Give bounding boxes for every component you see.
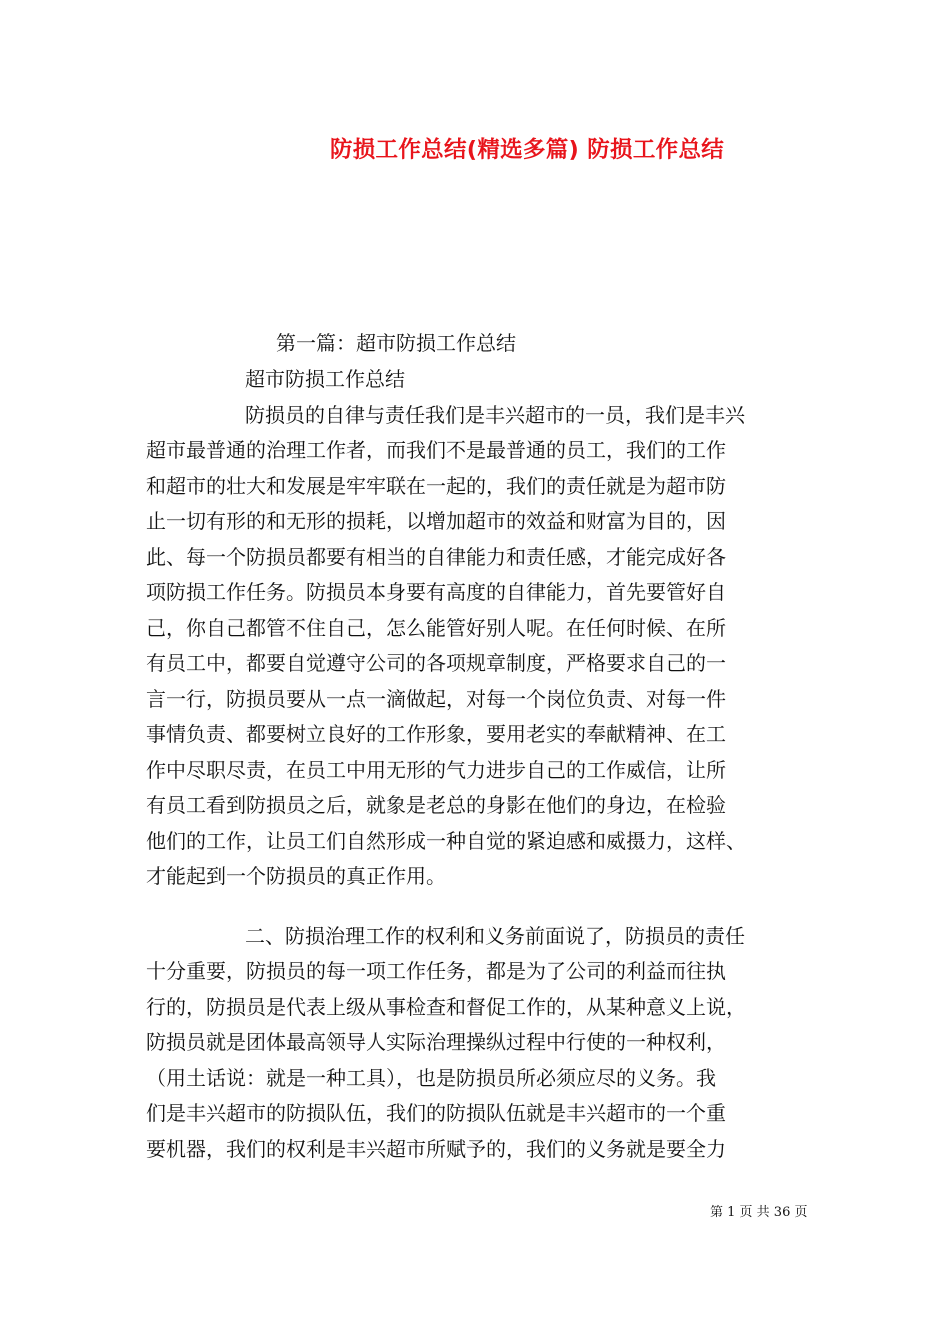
text-line: 防损员的自律与责任我们是丰兴超市的一员，我们是丰兴	[245, 403, 745, 427]
section-heading: 第一篇：超市防损工作总结	[276, 331, 516, 355]
text-line: 和超市的壮大和发展是牢牢联在一起的，我们的责任就是为超市防	[146, 474, 726, 498]
text-line: 有员工看到防损员之后，就象是老总的身影在他们的身边，在检验	[146, 793, 726, 817]
page-number: 第 1 页 共 36 页	[710, 1205, 808, 1220]
text-line: 有员工中，都要自觉遵守公司的各项规章制度，严格要求自己的一	[146, 651, 726, 675]
text-line: 作中尽职尽责，在员工中用无形的气力进步自己的工作威信，让所	[146, 758, 726, 782]
text-line: （用土话说：就是一种工具），也是防损员所必须应尽的义务。我	[146, 1066, 716, 1090]
document-title: 防损工作总结(精选多篇) 防损工作总结	[329, 137, 725, 163]
text-line: 事情负责、都要树立良好的工作形象，要用老实的奉献精神、在工	[146, 722, 726, 746]
text-line: 行的，防损员是代表上级从事检查和督促工作的，从某种意义上说，	[146, 995, 746, 1019]
text-line: 止一切有形的和无形的损耗，以增加超市的效益和财富为目的，因	[146, 509, 726, 533]
text-line: 防损员就是团体最高领导人实际治理操纵过程中行使的一种权利，	[146, 1030, 726, 1054]
sub-heading: 超市防损工作总结	[245, 367, 405, 391]
text-line: 他们的工作，让员工们自然形成一种自觉的紧迫感和威摄力，这样、	[146, 829, 746, 853]
text-line: 二、防损治理工作的权利和义务前面说了，防损员的责任	[245, 924, 745, 948]
text-line: 十分重要，防损员的每一项工作任务，都是为了公司的利益而往执	[146, 959, 726, 983]
text-line: 言一行，防损员要从一点一滴做起，对每一个岗位负责、对每一件	[146, 687, 726, 711]
text-line: 超市最普通的治理工作者，而我们不是最普通的员工，我们的工作	[146, 438, 726, 462]
text-line: 此、每一个防损员都要有相当的自律能力和责任感，才能完成好各	[146, 545, 726, 569]
text-line: 要机器，我们的权利是丰兴超市所赋予的，我们的义务就是要全力	[146, 1137, 726, 1161]
text-line: 项防损工作任务。防损员本身要有高度的自律能力，首先要管好自	[146, 580, 726, 604]
text-line: 才能起到一个防损员的真正作用。	[146, 864, 446, 888]
text-line: 们是丰兴超市的防损队伍，我们的防损队伍就是丰兴超市的一个重	[146, 1101, 726, 1125]
text-line: 己，你自己都管不住自己，怎么能管好别人呢。在任何时候、在所	[146, 616, 726, 640]
